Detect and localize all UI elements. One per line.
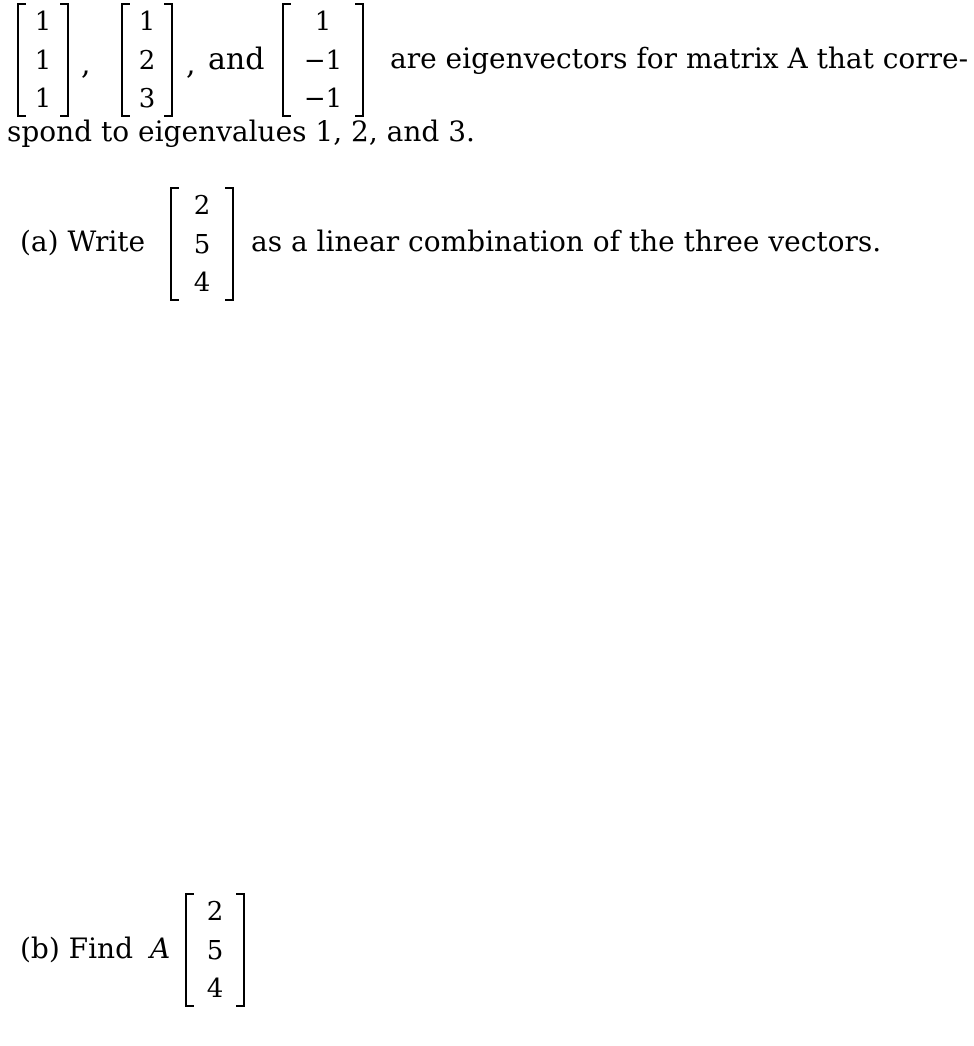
part-b-label: (b) Find xyxy=(20,932,134,965)
part-a-tail: as a linear combination of the three vectors. xyxy=(251,225,882,258)
intro-line-2: spond to eigenvalues 1, 2, and 3. xyxy=(7,115,475,148)
matrix-entry: 1 xyxy=(314,7,332,37)
matrix-entry: 1 xyxy=(138,7,156,37)
matrix-entry: 4 xyxy=(206,974,224,1004)
matrix-entry: 5 xyxy=(193,230,211,260)
matrix-entry: 2 xyxy=(206,897,224,927)
eigenvector-3-matrix xyxy=(282,3,364,117)
eigenvector-2-matrix xyxy=(121,3,173,117)
eigenvector-1-matrix xyxy=(17,3,69,117)
matrix-entry: 1 xyxy=(34,7,52,37)
matrix-entry: 3 xyxy=(138,84,156,114)
comma: , xyxy=(81,47,91,82)
part-a-vector-matrix xyxy=(170,187,234,301)
matrix-entry: −1 xyxy=(303,84,343,114)
part-b-variable: A xyxy=(150,932,171,965)
and-word: and xyxy=(208,42,265,77)
comma: , xyxy=(186,47,196,82)
matrix-entry: 1 xyxy=(34,46,52,76)
matrix-entry: 5 xyxy=(206,936,224,966)
matrix-entry: 2 xyxy=(138,46,156,76)
matrix-entry: 1 xyxy=(34,84,52,114)
matrix-entry: 4 xyxy=(193,268,211,298)
part-a-label: (a) Write xyxy=(20,225,146,258)
part-b-vector-matrix xyxy=(185,893,245,1007)
intro-line-1-tail: are eigenvectors for matrix A that corre- xyxy=(390,42,969,75)
matrix-entry: 2 xyxy=(193,191,211,221)
matrix-entry: −1 xyxy=(303,46,343,76)
